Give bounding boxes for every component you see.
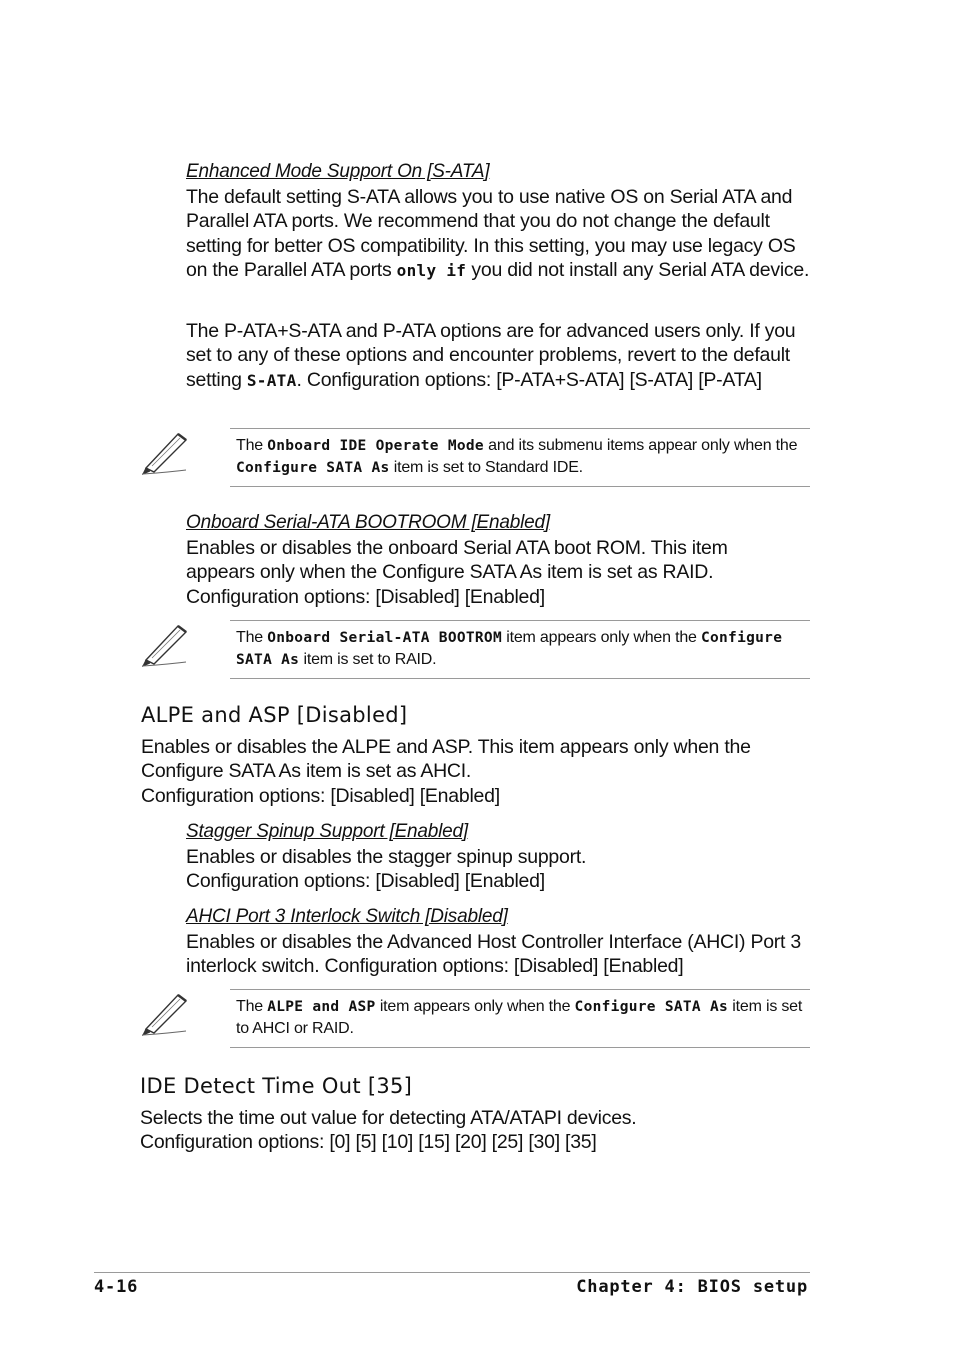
note-bootrom: The Onboard Serial-ATA BOOTROM item appears only when the Configure SATA As item is set to RAID. <box>230 620 810 679</box>
note-onboard-ide: The Onboard IDE Operate Mode and its submenu items appear only when the Configure SATA As item is set to Standard IDE. <box>230 428 810 487</box>
stagger-title: Stagger Spinup Support [Enabled] <box>186 821 468 842</box>
pen-icon <box>140 991 190 1037</box>
ide-detect-line-2: Configuration options: [0] [5] [10] [15] [20] [25] [30] [35] <box>140 1131 597 1153</box>
ahci-title: AHCI Port 3 Interlock Switch [Disabled] <box>186 906 508 927</box>
footer-rule <box>94 1272 810 1273</box>
ahci-paragraph: Enables or disables the Advanced Host Controller Interface (AHCI) Port 3 interlock switch. Configuration options: [Disabled] [Enabled] <box>186 931 801 978</box>
enhanced-mode-paragraph-2: The P-ATA+S-ATA and P-ATA options are for advanced users only. If you set to any of these options and encounter problems, revert to the default setting S-ATA. Configuration options: [P-ATA+S-ATA] [S-ATA] [P-ATA] <box>186 320 796 391</box>
emphasis-only-if: only if <box>396 261 467 281</box>
page-number: 4-16 <box>94 1277 139 1297</box>
ide-detect-heading: IDE Detect Time Out [35] <box>140 1074 413 1098</box>
emphasis-s-ata: S-ATA <box>246 370 297 390</box>
stagger-line-2: Configuration options: [Disabled] [Enabled] <box>186 870 545 892</box>
ide-detect-line-1: Selects the time out value for detecting ATA/ATAPI devices. <box>140 1107 637 1129</box>
alpe-line-1: Enables or disables the ALPE and ASP. This item appears only when the <box>141 736 751 758</box>
alpe-heading: ALPE and ASP [Disabled] <box>141 703 408 727</box>
enhanced-mode-paragraph-1: The default setting S-ATA allows you to use native OS on Serial ATA and Parallel ATA ports. We recommend that you do not change the default setting for better OS compatibility. In this setting, you may use legacy OS on the Parallel ATA ports only if you did not install any Serial ATA device. <box>186 186 810 282</box>
note-alpe: The ALPE and ASP item appears only when the Configure SATA As item is set to AHCI or RAID. <box>230 989 810 1048</box>
stagger-line-1: Enables or disables the stagger spinup support. <box>186 846 587 868</box>
bootroom-title: Onboard Serial-ATA BOOTROOM [Enabled] <box>186 512 550 533</box>
alpe-line-3: Configuration options: [Disabled] [Enabled] <box>141 785 500 807</box>
enhanced-mode-title: Enhanced Mode Support On [S-ATA] <box>186 161 490 182</box>
pen-icon <box>140 622 190 668</box>
pen-icon <box>140 430 190 476</box>
bootroom-paragraph: Enables or disables the onboard Serial ATA boot ROM. This item appears only when the Configure SATA As item is set as RAID. Configuration options: [Disabled] [Enabled] <box>186 537 728 608</box>
chapter-title: Chapter 4: BIOS setup <box>576 1277 808 1297</box>
alpe-line-2: Configure SATA As item is set as AHCI. <box>141 760 472 782</box>
